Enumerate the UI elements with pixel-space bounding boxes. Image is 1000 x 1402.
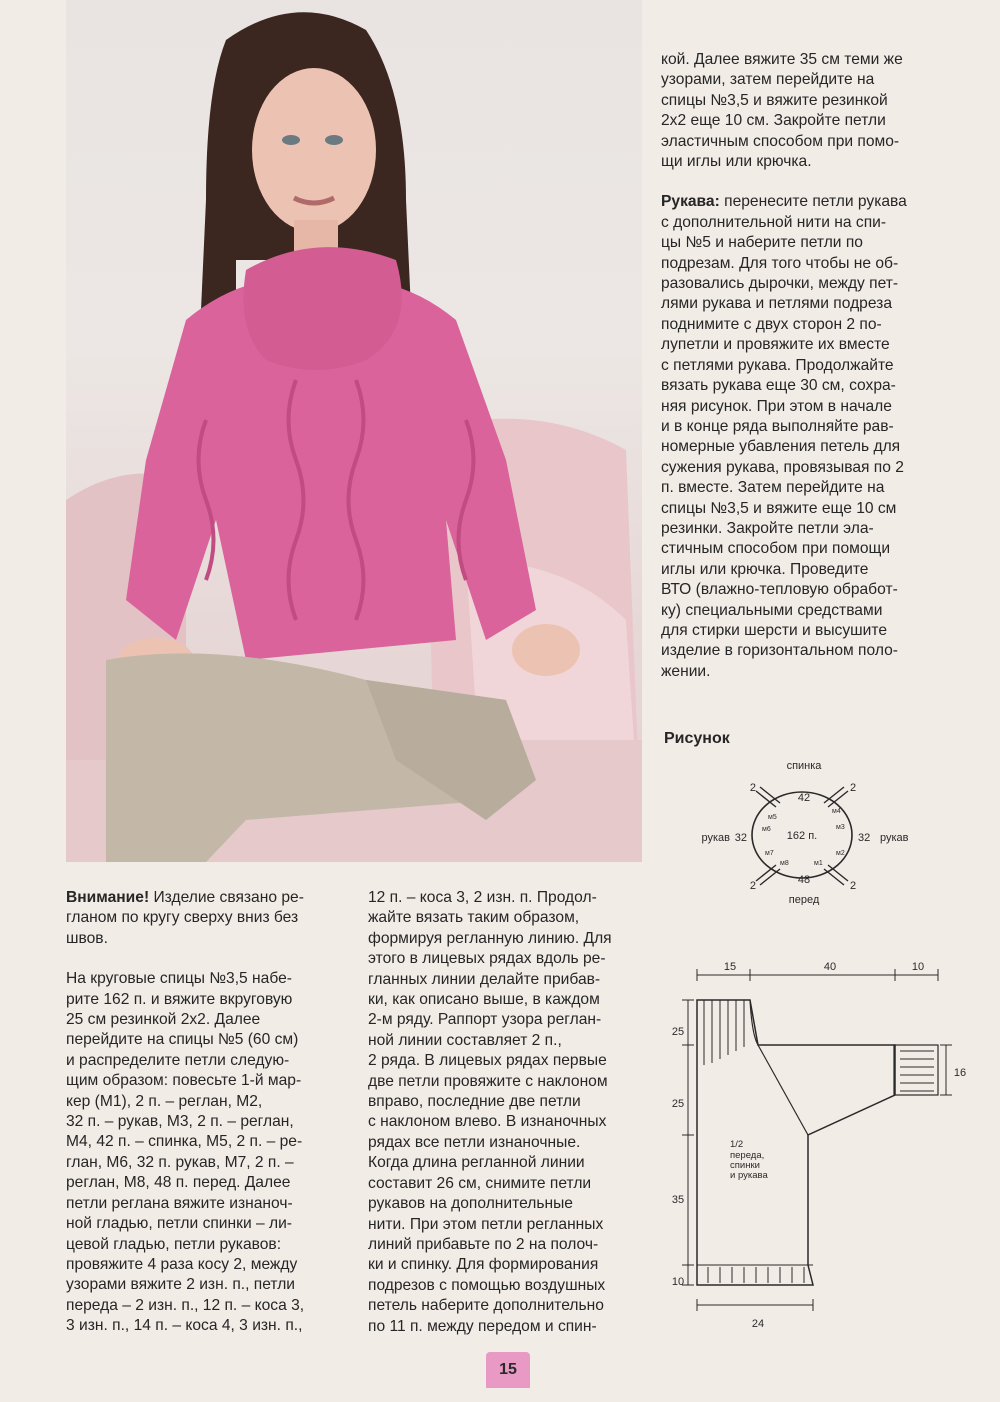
- marker-m6: м6: [762, 826, 771, 833]
- cast-on-paragraph: На круговые спицы №3,5 набе- рите 162 п. и вяжите вкруговую 25 см резинкой 2х2. Далее перейдите на спицы №5 (60 см) и распределите петли следую- щим образом: повесьте 1-й мар- кер (М1), 2 п. – реглан, М2, 32 п. – рукав, М3, 2 п. – реглан, М4, 42 п. – спинка, М5, 2 п. – ре- глан, М6, 32 п. рукав, М7, 2 п. – реглан, М8, 48 п. перед. Далее петли реглана вяжите изнаноч- ной гладью, петли спинки – ли- цевой гладью, петли рукавов: провяжите 4 раза косу 2, между узорами вяжите 2 изн. п., петли переда – 2 изн. п., 12 п. – коса 3, 3 изн. п., 14 п. – коса 4, 3 изн. п.,: [66, 970, 305, 1335]
- diagram-left-num: 32: [734, 832, 747, 844]
- middle-column-text: [368, 888, 646, 1337]
- continuation-paragraph: кой. Далее вяжите 35 см теми же узорами, затем перейдите на спицы №3,5 и вяжите резинкой 2х2 еще 10 см. Закройте петли эластичным способом при помо- щи иглы или крючка.: [661, 51, 903, 171]
- diagram-top-num: 42: [797, 792, 811, 804]
- photo-illustration: [66, 0, 642, 862]
- model-photo: [66, 0, 642, 862]
- diagram-bottom-num: 48: [797, 874, 811, 886]
- page-number: 15: [486, 1352, 530, 1388]
- marker-m8: м8: [780, 860, 789, 867]
- scheme-caption: 1/2 переда, спинки и рукава: [730, 1139, 768, 1181]
- dim-left-25a: 25: [671, 1026, 685, 1038]
- marker-m4: м4: [832, 808, 841, 815]
- corner-num-bl: 2: [749, 880, 756, 892]
- diagram-top-label: спинка: [786, 760, 822, 772]
- diagram-left-label: рукав: [701, 832, 730, 844]
- left-column-text: [66, 888, 356, 1337]
- dim-left-25b: 25: [671, 1098, 685, 1110]
- pattern-scheme: [668, 955, 968, 1335]
- dim-left-10: 10: [671, 1276, 685, 1288]
- marker-m5: м5: [768, 814, 777, 821]
- attention-label: Внимание!: [66, 889, 150, 906]
- figure-title: Рисунок: [664, 730, 730, 747]
- diagram-bottom-label: перед: [788, 894, 820, 905]
- sleeves-text: перенесите петли рукава с дополнительной нити на спи- цы №5 и наберите петли по подрезам. Для того чтобы не об- разовались дырочки, между пет- лями рукава и петлями подреза поднимите с двух сторон 2 по- лупетли и провяжите их вместе с петлями рукава. Продолжайте вязать рукава еще 30 см, сохра- няя рисунок. При этом в начале и в конце ряда выполняйте рав- номерные убавления петель для сужения рукава, провязывая по 2 п. вместе. Затем перейдите на спицы №3,5 и вяжите еще 10 см резинки. Закройте петли эла- стичным способом при помощи иглы или крючка. Проведите ВТО (влажно-тепловую обработ- ку) специальными средствами для стирки шерсти и высушите изделие в горизонтальном поло- жении.: [661, 193, 907, 680]
- attention-text: Изделие связано ре- гланом по кругу сверху вниз без швов.: [66, 889, 304, 947]
- corner-num-tl: 2: [749, 782, 756, 794]
- marker-m7: м7: [765, 850, 774, 857]
- marker-diagram: [690, 755, 930, 905]
- diagram-center: 162 п.: [786, 830, 818, 842]
- corner-num-br: 2: [850, 880, 857, 892]
- marker-m2: м2: [836, 850, 845, 857]
- raglan-paragraph: 12 п. – коса 3, 2 изн. п. Продол- жайте вязать таким образом, формируя регланную линию. Для этого в лицевых рядах вдоль ре- гланных линии делайте прибав- ки, как описано выше, в каждом 2-м ряду. Раппорт узора реглан- ной линии составляет 2 п., 2 ряда. В лицевых рядах первые две петли провяжите с наклоном вправо, последние две петли с наклоном влево. В изнаночных рядах все петли изнаночные. Когда длина регланной линии составит 26 см, снимите петли рукавов на дополнительные нити. При этом петли регланных линий прибавьте по 2 на полоч- ки и спинку. Для формирования подрезов с помощью воздушных петель наберите дополнительно по 11 п. между передом и спин-: [368, 889, 612, 1335]
- dim-right-16: 16: [953, 1067, 967, 1079]
- dim-top-15: 15: [723, 961, 737, 973]
- diagram-right-num: 32: [858, 832, 871, 844]
- dim-bottom-24: 24: [751, 1318, 765, 1330]
- attention-paragraph: [66, 888, 356, 949]
- marker-m1: м1: [814, 860, 823, 867]
- sleeves-label: Рукава:: [661, 193, 720, 211]
- dim-top-10: 10: [911, 961, 925, 973]
- right-column-text: [661, 50, 961, 682]
- sleeves-paragraph: [661, 192, 961, 682]
- diagram-right-label: рукав: [880, 832, 909, 844]
- dim-left-35: 35: [671, 1194, 685, 1206]
- corner-num-tr: 2: [850, 782, 857, 794]
- marker-m3: м3: [836, 824, 845, 831]
- dim-top-40: 40: [823, 961, 837, 973]
